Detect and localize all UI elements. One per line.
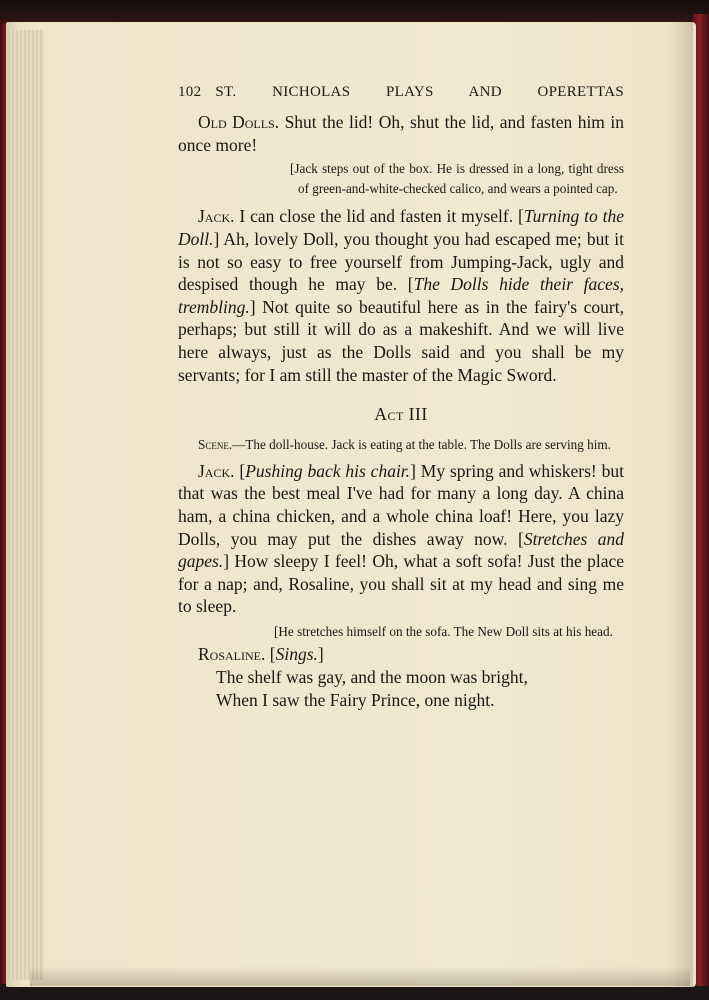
scene-label: Scene. bbox=[198, 437, 233, 453]
speaker-name: Rosaline. bbox=[198, 644, 266, 665]
scene-text: —The doll-house. Jack is eating at the table. The Dolls are serving him. bbox=[232, 437, 611, 453]
speaker-name: Jack. bbox=[198, 206, 235, 227]
speech-text: ] Not quite so beautiful here as in the fairy's court, perhaps; but still it will do as a makeshift. And we will live here always, just as the Dolls said and you shall be my servants; for I am still the master of the Magic Sword. bbox=[178, 296, 624, 385]
scene-description bbox=[178, 435, 624, 455]
speech-jack bbox=[178, 205, 624, 386]
verse-line: The shelf was gay, and the moon was bright, bbox=[216, 667, 528, 688]
speech-text: [ bbox=[265, 644, 276, 665]
speech-text: ] How sleepy I feel! Oh, what a soft sofa! Just the place for a nap; and, Rosaline, you shall sit at my head and sing me to sleep. bbox=[178, 551, 624, 617]
inline-direction: Stretches and gapes. bbox=[178, 528, 624, 572]
gutter-shadow bbox=[667, 22, 693, 987]
inline-direction: The Dolls hide their faces, trembling. bbox=[178, 274, 625, 317]
speech-text: Shut the lid! Oh, shut the lid, and fasten him in once more! bbox=[178, 112, 624, 155]
speech-rosaline bbox=[198, 643, 624, 666]
speech-jack-2 bbox=[178, 460, 624, 618]
speech-text: ] Ah, lovely Doll, you thought you had escaped me; but it is not so easy to free yourself from Jumping-Jack, ugly and despised though he may be. [ bbox=[178, 228, 624, 295]
speech-old-dolls bbox=[178, 111, 624, 156]
page-bottom-shadow bbox=[30, 966, 690, 986]
page-edges bbox=[8, 30, 44, 980]
speaker-name: Old Dolls. bbox=[198, 112, 280, 132]
speech-text: ] bbox=[317, 644, 324, 665]
inline-direction: Sings. bbox=[275, 644, 318, 665]
inline-direction: Turning to the Doll. bbox=[178, 206, 624, 249]
speech-text: I can close the lid and fasten it myself. [ bbox=[234, 206, 524, 227]
page-number: 102 bbox=[178, 84, 202, 100]
stage-direction-2: [He stretches himself on the sofa. The New Doll sits at his head. bbox=[274, 623, 613, 639]
stage-direction: [Jack steps out of the box. He is dressed in a long, tight dress of green-and-white-checked calico, and wears a pointed cap. bbox=[290, 161, 624, 196]
speech-text: ] My spring and whiskers! but that was the best meal I've had for many a long day. A china ham, a china chicken, and a whole china loaf! Here, you lazy Dolls, you may put the dishes away now. [ bbox=[178, 460, 624, 549]
act-heading: Act III bbox=[374, 404, 428, 425]
speaker-name: Jack. bbox=[198, 460, 235, 481]
page-text bbox=[178, 84, 624, 711]
running-head bbox=[178, 84, 624, 101]
running-title: ST. NICHOLAS PLAYS AND OPERETTAS bbox=[215, 84, 624, 100]
speech-text: [ bbox=[234, 460, 246, 481]
inline-direction: Pushing back his chair. bbox=[245, 460, 411, 481]
verse-line: When I saw the Fairy Prince, one night. bbox=[216, 689, 495, 710]
